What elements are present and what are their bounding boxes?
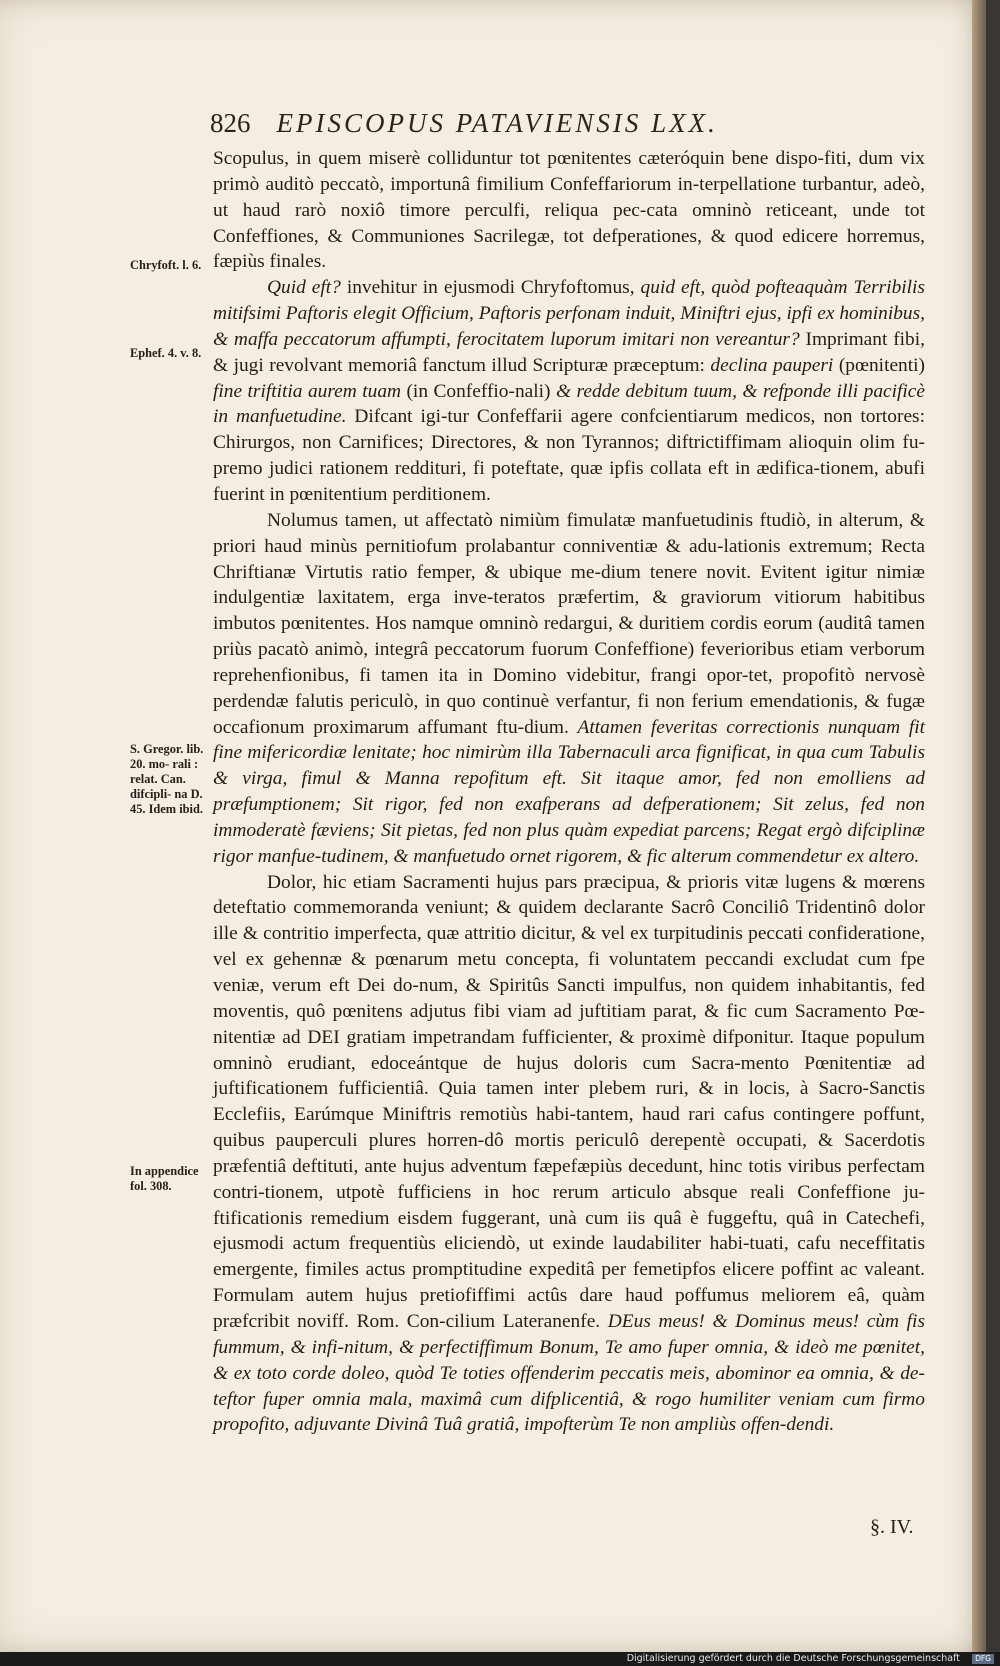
quote: fine triftitia aurem tuam (213, 380, 402, 402)
digitization-footer (0, 1652, 1000, 1666)
quote: declina pauperi (710, 354, 834, 376)
quote: quid eft, quòd pofteaquàm Terribilis mitifsimi Paftoris elegit Officium, Paftoris perfonam induit, Miniftri ejus, ipfi ex hominibus, & maffa peccatorum affumpti, ferocitatem luporum imitari non vereantur? (213, 277, 925, 350)
paragraph-3: Nolumus tamen, ut affectatò nimiùm fimulatæ manfuetudinis ftudiò, in alterum, & priori haud minùs pernitiofum prolabantur conniventiæ & adu-lationis extremum; Recta Chriftianæ Virtutis ratio femper, & ubique me-dium tenere novit. Evitent igitur nimiæ indulgentiæ laxitatem, erga inve-teratos præfertim, & graviorum vitiorum habitibus imbutos pœnitentes. Hos namque omninò redargui, & duritiem cordis eorum (auditâ tamen priùs pacatò animò, integrâ peccatorum fuorum Confeffione) feverioribus etiam verborum reprehenfionibus, fi tamen ita in Domino videbitur, frangi opor-tet, propofitò nervosè perdendæ falutis periculò, in quo continuè verfantur, fi non ferium emendationis, & fugæ occafionum proximarum affumant ftu-dium. Attamen feveritas correctionis nunquam fit fine mifericordiæ lenitate; hoc nimirùm illa Tabernaculi arca fignificat, in qua cum Tabulis & virga, fimul & Manna repofitum eft. Sit itaque amor, fed non emolliens ad præfumptionem; Sit rigor, fed non exafperans ad defperationem; Sit zelus, fed non immoderatè fæviens; Sit pietas, fed non plus quàm expediat parcens; Regat ergò difciplinæ rigor manfue-tudinem, & manfuetudo ornet rigorem, & fic alterum commendetur ex altero. (213, 509, 925, 867)
paragraph-2: Quid eft? invehitur in ejusmodi Chryfoftomus, quid eft, quòd pofteaquàm Terribilis mitifsimi Paftoris elegit Officium, Paftoris perfonam induit, Miniftri ejus, ipfi ex hominibus, & maffa peccatorum affumpti, ferocitatem luporum imitari non vereantur? Imprimant fibi, & jugi revolvant memoriâ fanctum illud Scripturæ præceptum: declina pauperi (pœnitenti) fine triftitia aurem tuam (in Confeffio-nali) & redde debitum tuum, & refponde illi pacificè in manfuetudine. Difcant igi-tur Confeffarii agere confcientiarum medicos, non tortores: Chirurgos, non Carnifices; Directores, & non Tyrannos; diftrictiffimam alioquin olim fu-premo judici rationem reddituri, fi poteftate, quæ ipfis collata eft in ædifica-tionem, abufi fuerint in pœnitentium perditionem. (213, 277, 926, 505)
footer-credit: Digitalisierung gefördert durch die Deutsche Forschungsgemeinschaft (626, 1653, 960, 1664)
quote: Quid eft? (267, 277, 341, 299)
margin-note-gregory: S. Gregor. lib. 20. mo- rali : relat. Can. difcipli- na D. 45. Idem ibid. (130, 742, 204, 816)
dfg-logo: DFG (972, 1654, 994, 1664)
quote: Attamen feveritas correctionis nunquam fit fine mifericordiæ lenitate; hoc nimirùm illa Tabernaculi arca fignificat, in qua cum Tabulis & virga, fimul & Manna repofitum eft. Sit itaque amor, fed non emolliens ad præfumptionem; Sit rigor, fed non exafperans ad defperationem; Sit zelus, fed non immoderatè fæviens; Sit pietas, fed non plus quàm expediat parcens; Regat ergò difciplinæ rigor manfue-tudinem, & manfuetudo ornet rigorem, & fic alterum commendetur ex altero. (213, 716, 925, 867)
paragraph-1: Scopulus, in quem miserè colliduntur tot pœnitentes cæteróquin bene dispo-fiti, dum vix primò auditò peccatò, importunâ fimilium Confeffariorum in-terpellatione turbantur, adeò, ut haud rarò noxiô timore perculfi, reliqua pec-cata omninò reticeant, unde tot Confeffiones, & Communiones Sacrilegæ, tot defperationes, & quod edicere horremus, fæpiùs finales. (213, 148, 925, 273)
running-title: EPISCOPUS PATAVIENSIS LXX. (276, 108, 718, 138)
quote: DEus meus! & Dominus meus! cùm fis fummum, & infi-nitum, & perfectiffimum Bonum, Te amo fuper omnia, & ideò me pœnitet, & ex toto corde doleo, quòd Te toties offenderim peccatis meis, abominor ea omnia, & de-teftor fuper omnia mala, maximâ cum difplicentiâ, & rogo humiliter veniam cum firmo propofito, adjuvante Divinâ Tuâ gratiâ, impofterùm Te non ampliùs offen-dendi. (213, 1310, 925, 1436)
quote: & redde debitum tuum, & refponde illi pacificè in manfuetudine. (213, 380, 926, 428)
paragraph-4: Dolor, hic etiam Sacramenti hujus pars præcipua, & prioris vitæ lugens & mœrens deteftatio commemoranda veniunt; & quidem declarante Sacrô Conciliô Tridentinô dolor ille & contritio imperfecta, quæ attritio dicitur, & vel ex turpitudinis peccati confideratione, vel ex gehennæ & pœnarum metu concepta, fi voluntatem peccandi excludat cum fpe veniæ, verum eft Dei do-num, & Spiritûs Sancti impulfus, non quidem inhabitantis, fed moventis, quô pœnitens adjutus fibi viam ad juftitiam parat, & fic cum Sacramento Pœ-nitentiæ ad DEI gratiam impetrandam fufficienter, & proximè difponitur. Itaque populum omninò erudiant, edoceántque de hujus doloris cum Sacra-mento Pœnitentiæ ad juftificationem fufficientiâ. Quia tamen inter plebem ruri, & in locis, à Sacro-Sanctis Ecclefiis, Earúmque Miniftris remotiùs habi-tantem, haud rari cafus contingere poffunt, quibus pauperculi plures horren-dô mortis periculô derepentè occupati, & Sacerdotis præfentiâ deftituti, ante hujus adventum fæpefæpiùs decedunt, hinc totis viribus perfectam contri-tionem, utpotè fufficiens in hoc rerum articulo absque reali Confeffione ju-ftificationis remedium eisdem fuggerant, unà cum iis quâ è fuggeftu, quâ in Catechefi, ejusmodi actum frequentiùs eliciendò, ut exinde laudabiliter habi-tuati, cafu neceffitatis emergente, fimiles actus promptitudine expeditâ per femetipfos elicere poffint ac valeant. Formulam autem hujus pretiofiffimi actûs dare haud poffumus meliorem eâ, quàm præfcribit noviff. Rom. Con-cilium Lateranenfe. DEus meus! & Dominus meus! cùm fis fummum, & infi-nitum, & perfectiffimum Bonum, Te amo fuper omnia, & ideò me pœnitet, & ex toto corde doleo, quòd Te toties offenderim peccatis meis, abominor ea omnia, & de-teftor fuper omnia mala, maximâ cum difplicentiâ, & rogo humiliter veniam cum firmo propofito, adjuvante Divinâ Tuâ gratiâ, impofterùm Te non ampliùs offen-dendi. (213, 871, 925, 1436)
page-body-text (213, 146, 925, 1438)
margin-note-appendix: In appendice fol. 308. (130, 1164, 199, 1193)
page-number: 826 (210, 108, 251, 138)
section-mark: §. IV. (870, 1516, 914, 1538)
page-header (210, 108, 800, 148)
margin-note-chrysostom: Chryfoft. l. 6. (130, 258, 202, 272)
margin-note-ephesians: Ephef. 4. v. 8. (130, 346, 202, 360)
page-gutter-shadow (972, 0, 986, 1652)
